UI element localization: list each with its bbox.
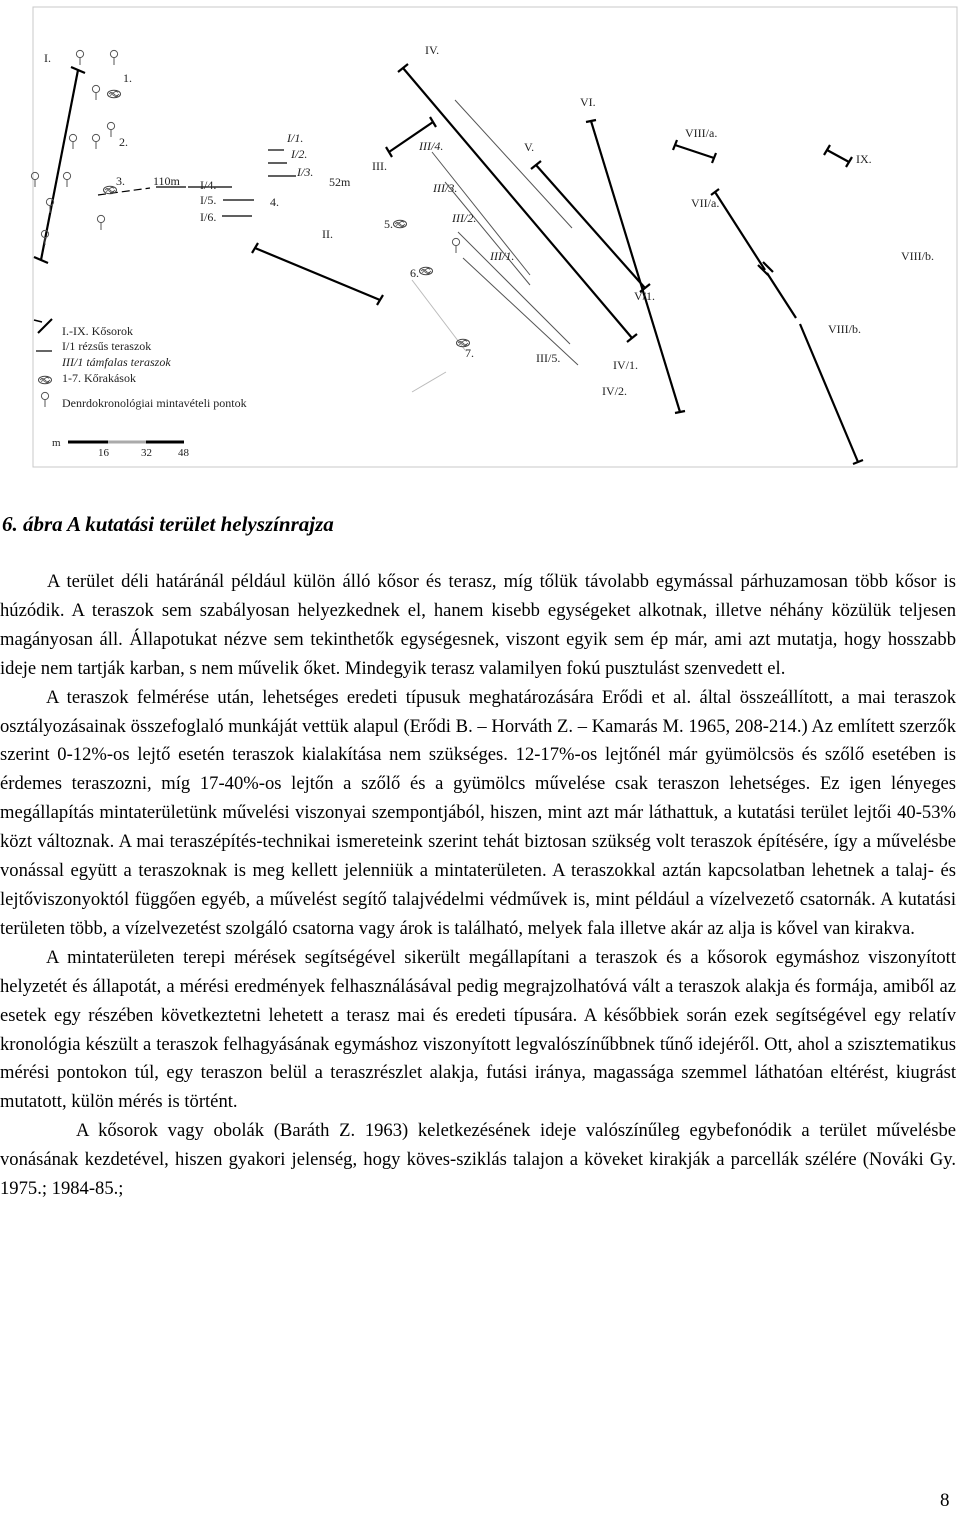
label-III1: III/1. [490,249,515,263]
label-VIIa: VII/a. [691,196,720,210]
scale-tick-32: 32 [141,447,152,459]
label-1: 1. [123,71,132,85]
label-III5: III/5. [536,351,561,365]
label-110m: 110m [153,174,180,188]
slope-terraces [98,150,296,216]
body-text [0,568,956,1204]
dendro-sample-pins [31,50,459,253]
stone-row-VIIIb-segment [767,273,796,318]
label-I5: I/5. [200,193,217,207]
label-2: 2. [119,135,128,149]
stone-row-VIIIb [800,324,858,462]
legend-retaining-terraces: III/1 támfalas teraszok [62,355,171,369]
stone-piles [104,90,470,347]
stone-row-IX [827,150,849,162]
map-legend [34,319,247,410]
paragraph: A terület déli határánál például külön álló kősor és terasz, míg tőlük távolabb egymással párhuzamosan több kősor is húzódik. A teraszok sem szabályosan helyezkednek el, hanem kisebb egységeket alkotnak, illetve néhány közülük teljesen magányosan áll. Állapotukat nézve sem tekinthetők egységesnek, viszont egyik sem ép már, ami azt mutatja, hogy hosszabb ideje nem tartják karban, s nem művelik őket. Mindegyik terasz valamilyen fokú pusztulást szenvedett el. [0,571,956,679]
paragraph: A mintaterületen terepi mérések segítségével sikerült megállapítani a teraszok és a kősorok egymáshoz viszonyított helyzetét és állapotát, a mérési eredmények felhasználásával pedig megrajzolhatóvá vált a teraszok alakja és formája, amiből az esetek egy részében következtetni lehetett a terasz mai és eredeti típusára. A későbbiek során ezek segítségével egy relatív kronológia készült a teraszok felhagyásának egymáshoz viszonyított legvalószínűbbnek tűnő idejéről. Ott, ahol a szisztematikus mérési pontokon túl, egy teraszon belül a teraszrészlet alakja, futási iránya, magassága szemmel láthatóan eltérést, kiugrást mutatott, külön mérés is történt. [0,946,956,1113]
site-map-figure [0,0,960,480]
label-III: III. [372,159,387,173]
scale-bar [52,437,190,459]
label-I4: I/4. [200,178,217,192]
stone-row-VIIa [715,192,765,270]
legend-slope-terraces: I/1 rézsűs teraszok [62,339,152,353]
stone-row-I [41,70,78,260]
label-VIIIb-top: VIII/b. [901,249,934,263]
legend-stone-piles: 1-7. Kőrakások [62,371,136,385]
label-V: V. [524,140,535,154]
label-I1: I/1. [287,131,304,145]
label-IV: IV. [425,43,440,57]
label-IV2: IV/2. [602,384,627,398]
label-52m: 52m [329,175,351,189]
label-VIIIa: VIII/a. [685,126,718,140]
page-number: 8 [940,1490,950,1511]
label-6: 6. [410,266,419,280]
label-7: 7. [465,346,474,360]
label-5: 5. [384,217,393,231]
legend-dendro-points: Denrdokronológiai mintavételi pontok [62,396,247,410]
paragraph: A teraszok felmérése után, lehetséges eredeti típusuk meghatározására Erődi et al. által összeállított, a mai teraszok osztályozásainak összefoglaló munkáját vettük alapul (Erődi B. – Horváth Z. – Kamarás M. 1965, 208-214.) Az említett szerzők szerint 0-12%-os lejtő esetén teraszok kialakítása nem szükséges. 12-17%-os lejtőnél már gyümölcsös és szőlő esetében is érdemes teraszozni, míg 17-40%-os lejtőn a szőlő és a gyümölcs művelése csak teraszon lehetséges. Ez igen lényeges megállapítás mintaterületünk művelési viszonyai szempontjából, hiszen, mint azt már láthattuk, a kutatási terület lejtői 40-53% közt változnak. A mai teraszépítés-technikai ismereteink szerint tehát biztosan szükség volt teraszok építésére, így a művelésbe vonással együtt a teraszoknak is meg kellett jelenniük a mintaterületen. A teraszokkal aztán kapcsolatban lehetnek a talaj- és lejtőviszonyoktól függően egyéb, a művelést segítő talajvédelmi védművek is, mint például a vízelvezető csatornák. A kutatási területen több, a vízelvezetést szolgáló csatorna vagy árok is található, melyek fala illetve akár az alja is kővel van kirakva. [0,686,956,939]
stone-row-II [255,248,380,300]
label-III4: III/4. [419,139,444,153]
label-VI: VI. [580,95,596,109]
stone-row-V [536,165,645,288]
label-V1: V/1. [634,289,655,303]
label-III2: III/2. [452,211,477,225]
label-IX: IX. [856,152,872,166]
retaining-wall-terraces [432,100,578,365]
scale-tick-48: 48 [178,447,189,459]
scale-unit: m [52,437,61,449]
label-III3: III/3. [433,181,458,195]
label-3: 3. [116,174,125,188]
label-4: 4. [270,195,279,209]
label-IV1: IV/1. [613,358,638,372]
label-I3: I/3. [297,165,314,179]
paragraph: A kősorok vagy obolák (Baráth Z. 1963) keletkezésének ideje valószínűleg egybefonódik a terület művelésbe vonásának kezdetével, hiszen gyakori jelenség, hogy köves-sziklás talajon a köveket kirakják a parcellák szélére (Nováki Gy. 1975.; 1984-85.; [0,1120,956,1200]
stone-row-VIIIa [675,145,714,158]
stone-row-IV [403,68,632,338]
label-II: II. [322,227,333,241]
label-row-I: I. [44,51,51,65]
label-I2: I/2. [291,147,308,161]
legend-stone-rows: I.-IX. Kősorok [62,324,133,338]
label-VIIIb: VIII/b. [828,322,861,336]
figure-caption: 6. ábra A kutatási terület helyszínrajza [2,512,334,536]
label-I6: I/6. [200,210,217,224]
scale-tick-16: 16 [98,447,109,459]
